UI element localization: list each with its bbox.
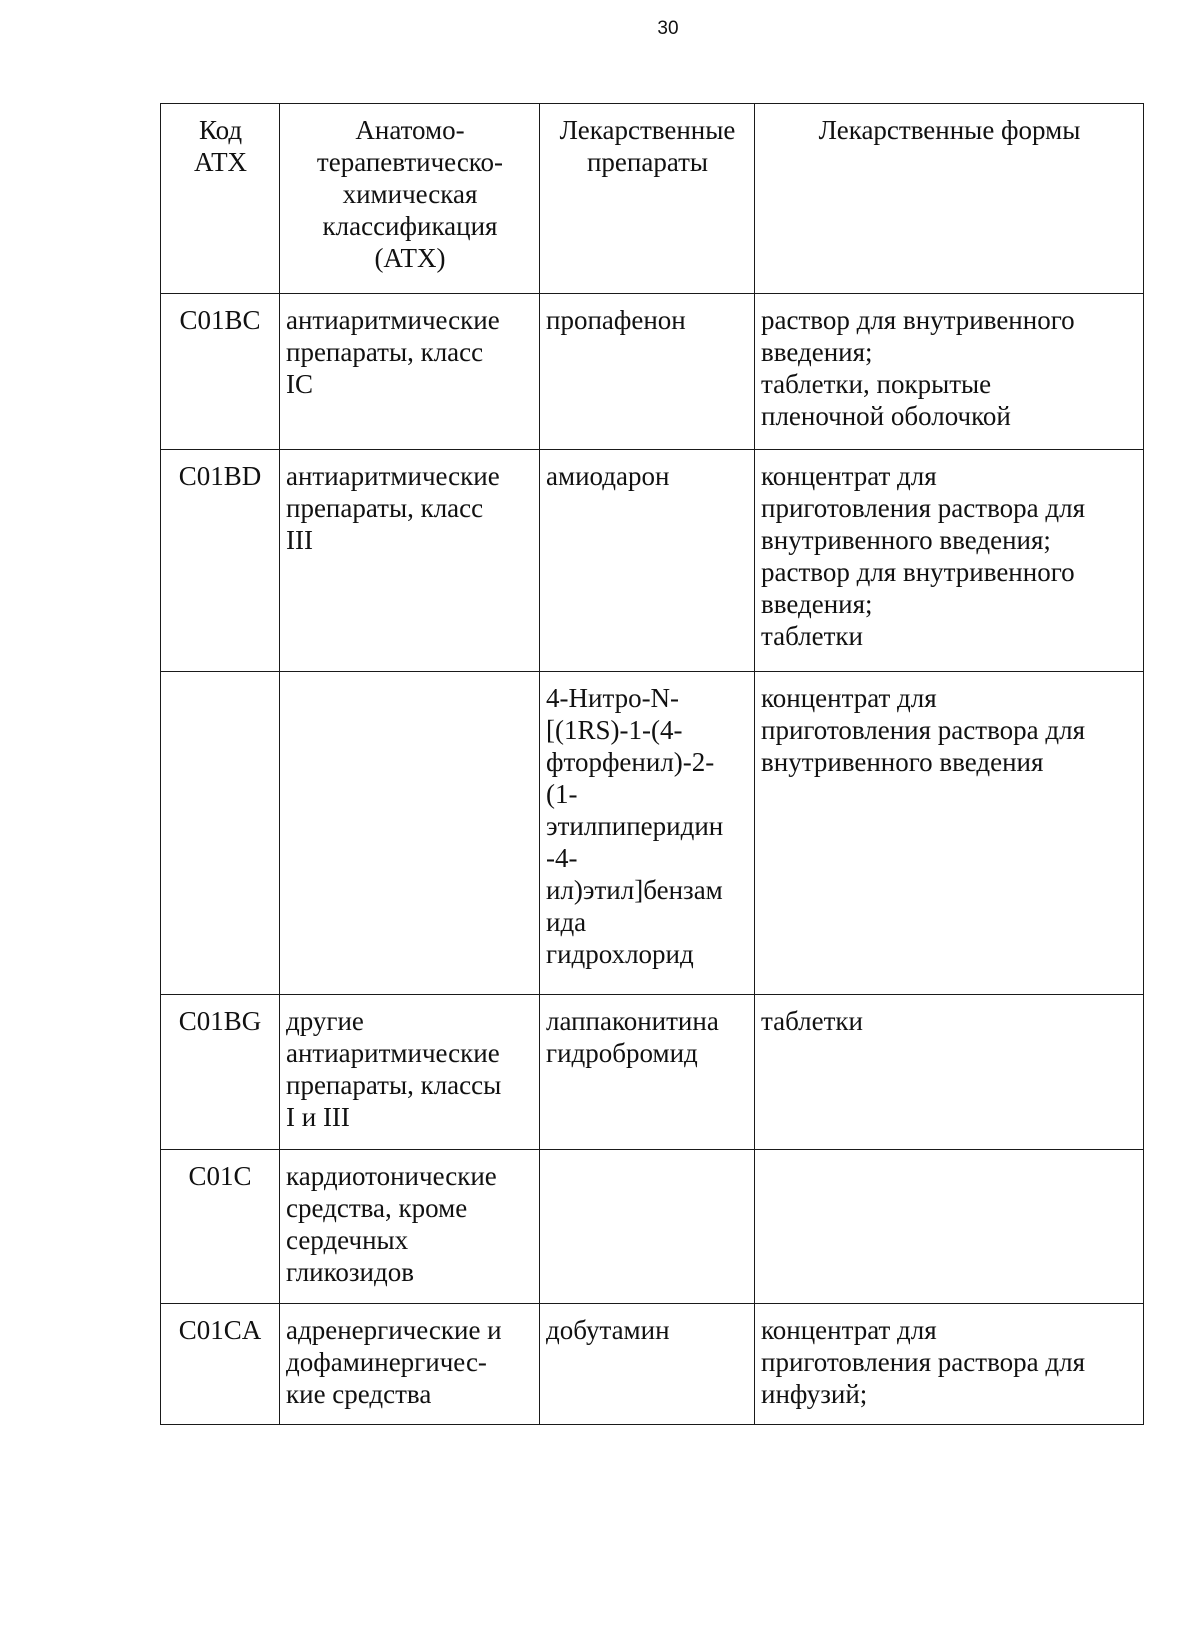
cell-line: химическая (342, 179, 478, 209)
atx-code-cell (161, 672, 280, 995)
header-drugs (540, 104, 755, 294)
cell-line: (1- (546, 779, 578, 809)
cell-line: -4- (546, 843, 578, 873)
cell-line: раствор для внутривенного (761, 305, 1075, 335)
cell-line: инфузий; (761, 1379, 868, 1409)
atx-code-cell: C01BG (161, 995, 280, 1150)
cell-line: этилпиперидин (546, 811, 724, 841)
table-header-row (161, 104, 1144, 294)
cell-line: приготовления раствора для (761, 715, 1085, 745)
cell-line: терапевтическо- (316, 147, 504, 177)
table-row (161, 450, 1144, 672)
atx-code-cell: C01BD (161, 450, 280, 672)
table-row (161, 1304, 1144, 1425)
cell-line: таблетки, покрытые (761, 369, 992, 399)
page-number: 30 (657, 18, 679, 39)
cell-line: антиаритмические (286, 305, 500, 335)
header-code (161, 104, 280, 294)
cell-line: добутамин (546, 1315, 670, 1345)
cell-line: таблетки (761, 621, 864, 651)
cell-line: АТХ (193, 147, 248, 177)
cell-line: препараты, класс (286, 493, 484, 523)
classification-cell (280, 995, 540, 1150)
cell-line: Лекарственные формы (818, 115, 1081, 145)
cell-line: [(1RS)-1-(4- (546, 715, 683, 745)
cell-line: классификация (322, 211, 498, 241)
forms-cell (755, 294, 1144, 450)
cell-line: препараты (586, 147, 709, 177)
classification-cell (280, 294, 540, 450)
classification-cell (280, 1304, 540, 1425)
cell-line: таблетки (761, 1006, 864, 1036)
cell-line: IC (286, 369, 313, 399)
cell-line: средства, кроме (286, 1193, 468, 1223)
cell-line: внутривенного введения; (761, 525, 1051, 555)
cell-line: пленочной оболочкой (761, 401, 1011, 431)
cell-line: приготовления раствора для (761, 1347, 1085, 1377)
table-row (161, 294, 1144, 450)
cell-line: введения; (761, 337, 873, 367)
cell-line: ил)этил]бензам (546, 875, 723, 905)
forms-cell (755, 672, 1144, 995)
classification-cell (280, 1150, 540, 1304)
atx-code-cell: C01BC (161, 294, 280, 450)
cell-line: раствор для внутривенного (761, 557, 1075, 587)
cell-line: (АТХ) (374, 243, 446, 273)
cell-line: 4-Нитро-N- (546, 683, 680, 713)
drug-cell (540, 294, 755, 450)
cell-line: I и III (286, 1102, 350, 1132)
table-row (161, 1150, 1144, 1304)
cell-line: ида (546, 907, 587, 937)
cell-line: другие (286, 1006, 364, 1036)
cell-line: концентрат для (761, 461, 937, 491)
cell-line: фторфенил)-2- (546, 747, 715, 777)
cell-line: препараты, класс (286, 337, 484, 367)
cell-line: пропафенон (546, 305, 686, 335)
forms-cell (755, 1304, 1144, 1425)
cell-line: Анатомо- (355, 115, 465, 145)
cell-line: введения; (761, 589, 873, 619)
drug-cell (540, 672, 755, 995)
cell-line: амиодарон (546, 461, 670, 491)
cell-line: антиаритмические (286, 1038, 500, 1068)
cell-line: гидрохлорид (546, 939, 694, 969)
classification-cell (280, 450, 540, 672)
cell-line: внутривенного введения (761, 747, 1044, 777)
atx-code-cell: C01CA (161, 1304, 280, 1425)
cell-line: кие средства (286, 1379, 432, 1409)
cell-line: антиаритмические (286, 461, 500, 491)
atx-code-cell: C01C (161, 1150, 280, 1304)
cell-line: гидробромид (546, 1038, 698, 1068)
cell-line: концентрат для (761, 683, 937, 713)
drug-cell (540, 450, 755, 672)
cell-line: III (286, 525, 313, 555)
forms-cell (755, 995, 1144, 1150)
cell-line: Лекарственные (559, 115, 736, 145)
forms-cell (755, 450, 1144, 672)
drug-cell (540, 995, 755, 1150)
cell-line: гликозидов (286, 1257, 414, 1287)
cell-line: концентрат для (761, 1315, 937, 1345)
forms-cell (755, 1150, 1144, 1304)
cell-line: лаппаконитина (546, 1006, 719, 1036)
drug-cell (540, 1150, 755, 1304)
header-classification (280, 104, 540, 294)
cell-line: Код (198, 115, 243, 145)
atx-table (160, 103, 1144, 1425)
cell-line: сердечных (286, 1225, 409, 1255)
classification-cell (280, 672, 540, 995)
header-forms (755, 104, 1144, 294)
drug-cell (540, 1304, 755, 1425)
table-row (161, 995, 1144, 1150)
cell-line: кардиотонические (286, 1161, 497, 1191)
cell-line: приготовления раствора для (761, 493, 1085, 523)
cell-line: адренергические и (286, 1315, 502, 1345)
cell-line: дофаминергичес- (286, 1347, 487, 1377)
table-row (161, 672, 1144, 995)
cell-line: препараты, классы (286, 1070, 502, 1100)
